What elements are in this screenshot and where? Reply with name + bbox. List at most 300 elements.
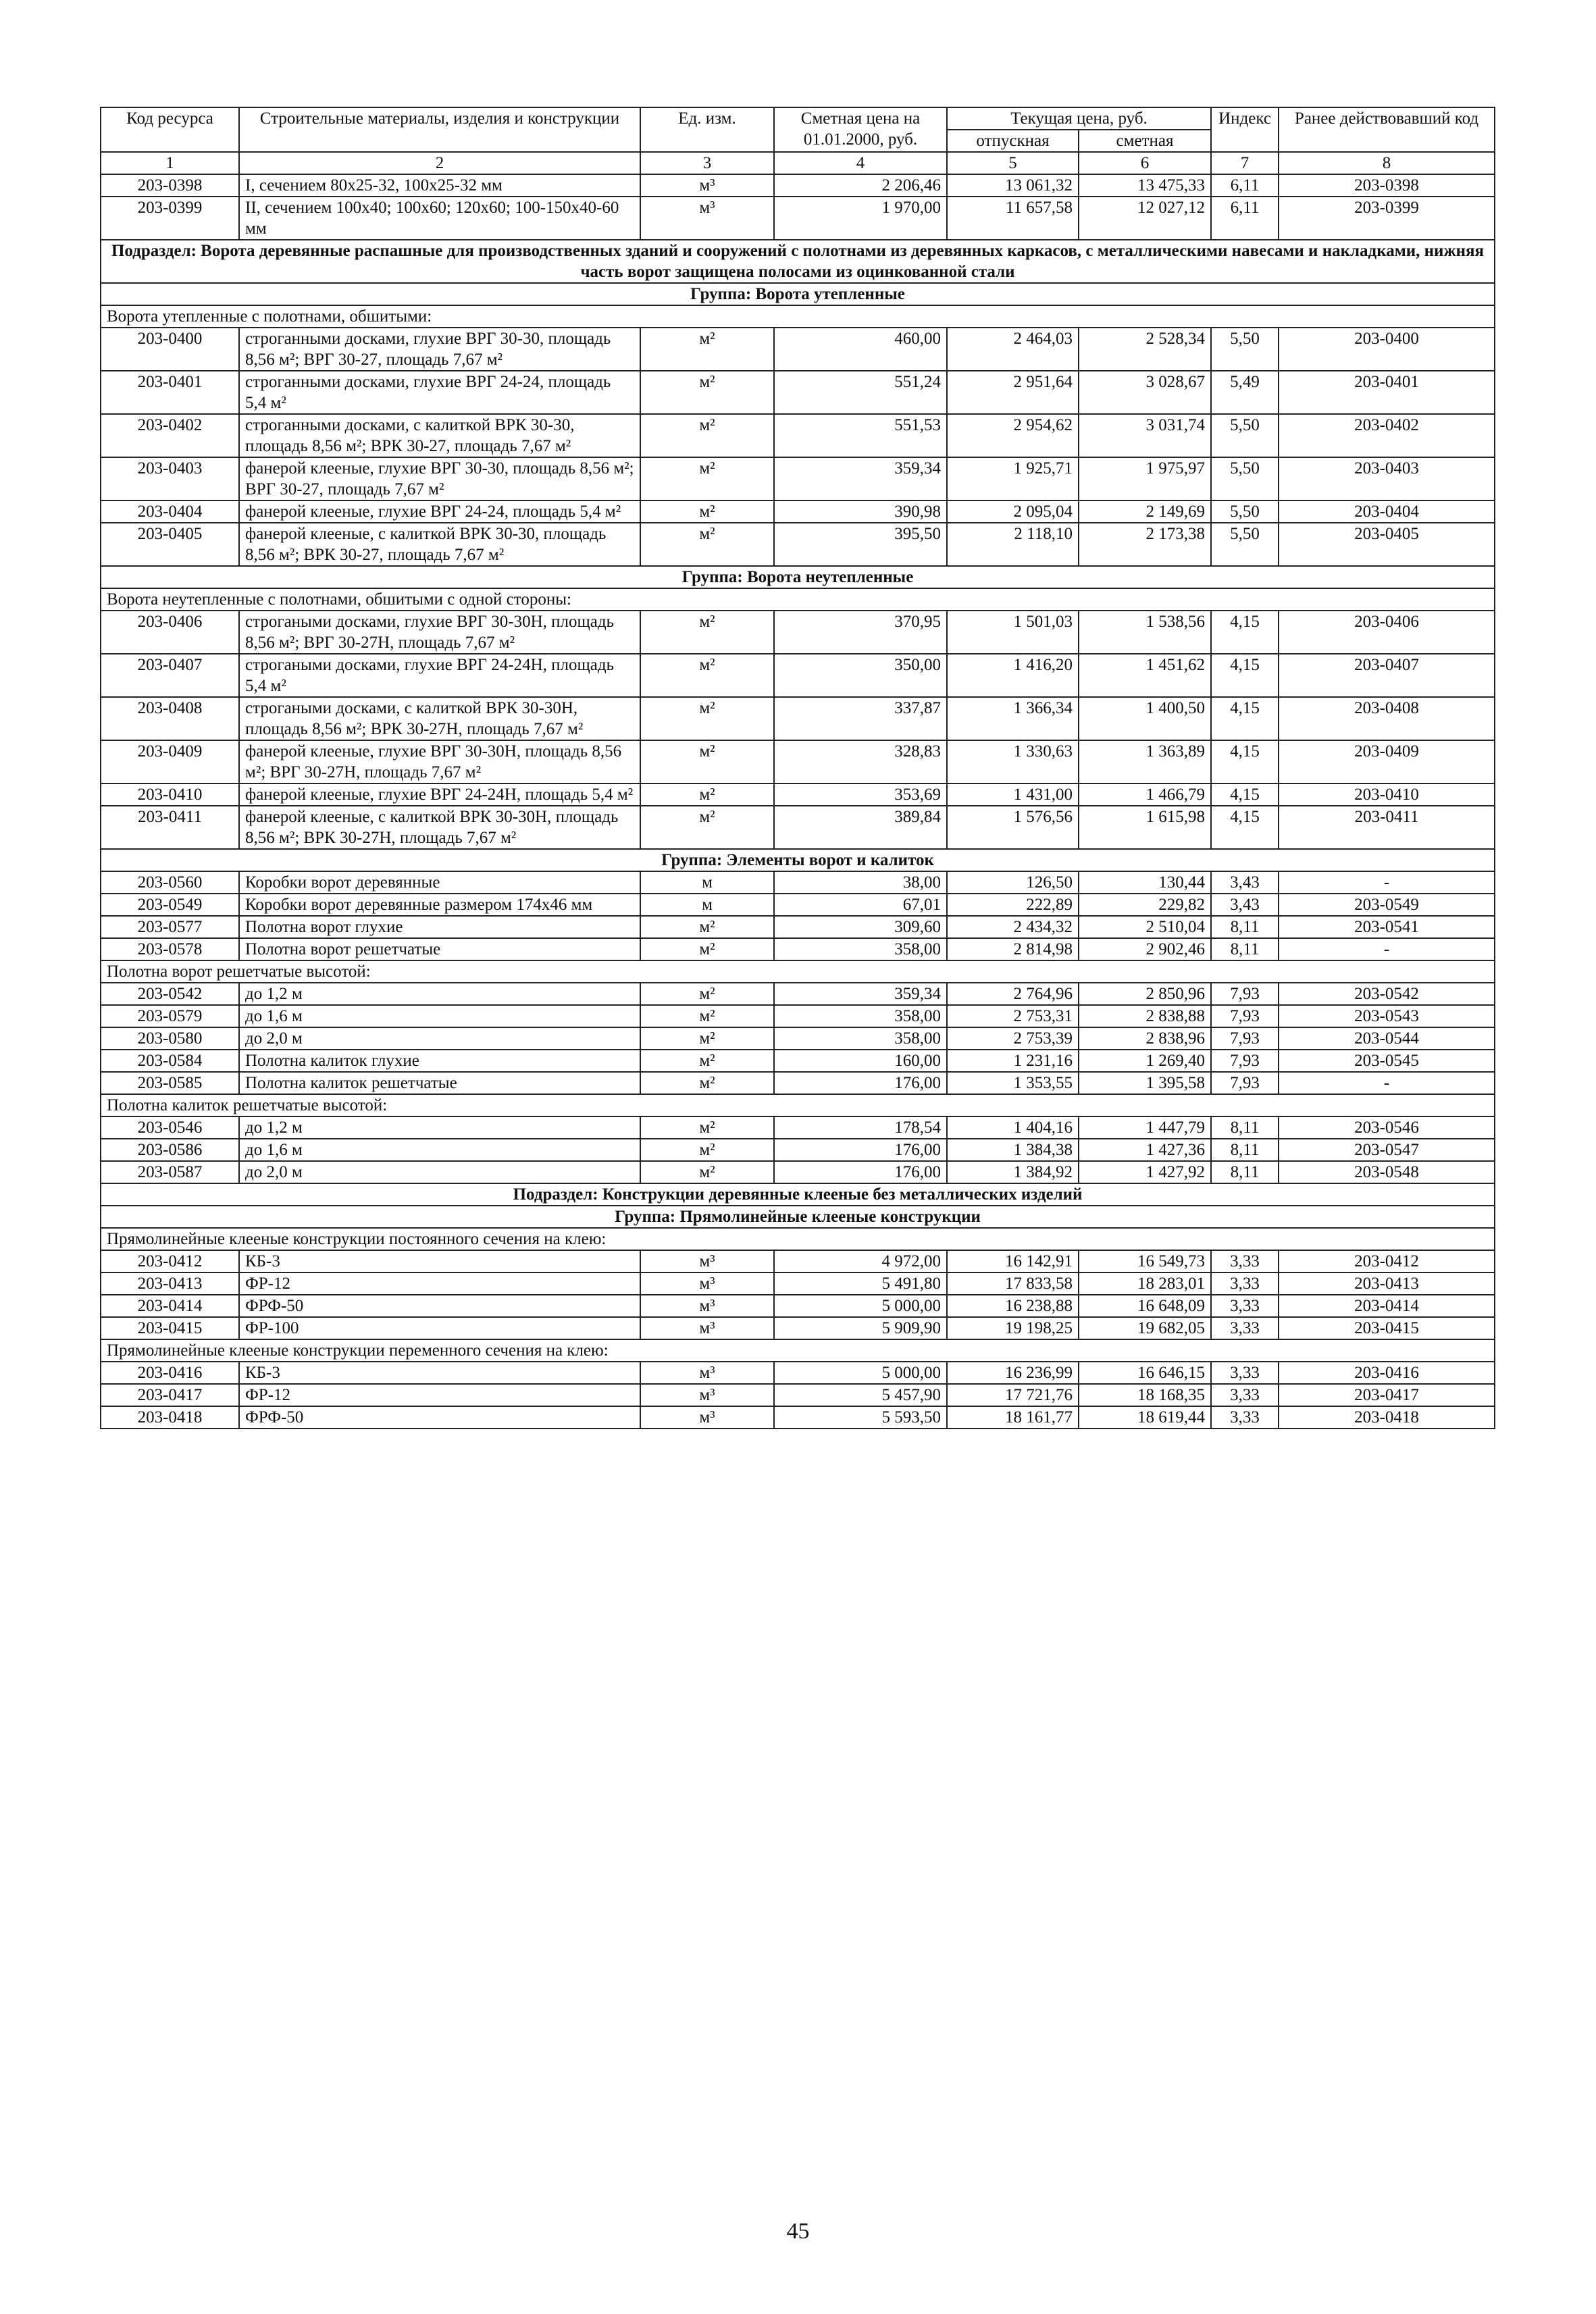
unit: м³ bbox=[640, 1250, 774, 1272]
resource-code: 203-0411 bbox=[101, 806, 239, 849]
table-row bbox=[101, 1317, 1495, 1339]
group-title-row bbox=[101, 283, 1495, 305]
release-price: 2 464,03 bbox=[947, 328, 1079, 371]
base-price: 5 593,50 bbox=[774, 1406, 947, 1429]
unit: м² bbox=[640, 1072, 774, 1094]
base-price: 359,34 bbox=[774, 457, 947, 500]
material-name: Полотна калиток глухие bbox=[239, 1050, 640, 1072]
material-name: Полотна калиток решетчатые bbox=[239, 1072, 640, 1094]
release-price: 2 951,64 bbox=[947, 371, 1079, 414]
resource-code: 203-0579 bbox=[101, 1005, 239, 1027]
old-code: - bbox=[1279, 871, 1495, 894]
old-code: 203-0546 bbox=[1279, 1116, 1495, 1139]
price-index: 8,11 bbox=[1211, 1139, 1279, 1161]
unit: м² bbox=[640, 328, 774, 371]
old-code: - bbox=[1279, 1072, 1495, 1094]
catalogue-page bbox=[100, 107, 1494, 1429]
table-row bbox=[101, 611, 1495, 654]
group-intro: Прямолинейные клееные конструкции постоянного сечения на клею: bbox=[101, 1228, 1495, 1250]
base-price: 4 972,00 bbox=[774, 1250, 947, 1272]
release-price: 2 095,04 bbox=[947, 500, 1079, 523]
estimate-price: 13 475,33 bbox=[1079, 174, 1211, 197]
release-price: 1 416,20 bbox=[947, 654, 1079, 697]
unit: м² bbox=[640, 1005, 774, 1027]
estimate-price: 1 466,79 bbox=[1079, 783, 1211, 806]
price-index: 5,49 bbox=[1211, 371, 1279, 414]
old-code: 203-0405 bbox=[1279, 523, 1495, 566]
column-number: 4 bbox=[774, 152, 947, 174]
material-name: фанерой клееные, с калиткой ВРК 30-30, площадь 8,56 м²; ВРК 30-27, площадь 7,67 м² bbox=[239, 523, 640, 566]
group-title-row bbox=[101, 566, 1495, 588]
resource-code: 203-0412 bbox=[101, 1250, 239, 1272]
material-name: строганными досками, глухие ВРГ 24-24, площадь 5,4 м² bbox=[239, 371, 640, 414]
release-price: 1 366,34 bbox=[947, 697, 1079, 740]
table-row bbox=[101, 1362, 1495, 1384]
group-title-row bbox=[101, 849, 1495, 871]
estimate-price: 18 168,35 bbox=[1079, 1384, 1211, 1406]
base-price: 460,00 bbox=[774, 328, 947, 371]
old-code: 203-0411 bbox=[1279, 806, 1495, 849]
base-price: 358,00 bbox=[774, 1027, 947, 1050]
resource-code: 203-0418 bbox=[101, 1406, 239, 1429]
resource-code: 203-0413 bbox=[101, 1272, 239, 1295]
release-price: 18 161,77 bbox=[947, 1406, 1079, 1429]
price-index: 5,50 bbox=[1211, 500, 1279, 523]
unit: м bbox=[640, 871, 774, 894]
release-price: 16 236,99 bbox=[947, 1362, 1079, 1384]
old-code: 203-0409 bbox=[1279, 740, 1495, 783]
estimate-price: 1 615,98 bbox=[1079, 806, 1211, 849]
base-price: 390,98 bbox=[774, 500, 947, 523]
material-name: Коробки ворот деревянные bbox=[239, 871, 640, 894]
group-intro: Полотна калиток решетчатые высотой: bbox=[101, 1094, 1495, 1116]
old-code: 203-0403 bbox=[1279, 457, 1495, 500]
material-name: Полотна ворот решетчатые bbox=[239, 938, 640, 960]
base-price: 350,00 bbox=[774, 654, 947, 697]
resource-code: 203-0417 bbox=[101, 1384, 239, 1406]
unit: м³ bbox=[640, 1362, 774, 1384]
release-price: 13 061,32 bbox=[947, 174, 1079, 197]
table-row bbox=[101, 871, 1495, 894]
table-row bbox=[101, 174, 1495, 197]
base-price: 2 206,46 bbox=[774, 174, 947, 197]
release-price: 1 501,03 bbox=[947, 611, 1079, 654]
table-row bbox=[101, 697, 1495, 740]
unit: м² bbox=[640, 916, 774, 938]
release-price: 2 954,62 bbox=[947, 414, 1079, 457]
old-code: 203-0416 bbox=[1279, 1362, 1495, 1384]
price-index: 7,93 bbox=[1211, 1005, 1279, 1027]
base-price: 359,34 bbox=[774, 983, 947, 1005]
unit: м² bbox=[640, 457, 774, 500]
header-code: Код ресурса bbox=[101, 107, 239, 152]
resource-code: 203-0578 bbox=[101, 938, 239, 960]
price-index: 4,15 bbox=[1211, 740, 1279, 783]
estimate-price: 2 902,46 bbox=[1079, 938, 1211, 960]
resource-code: 203-0410 bbox=[101, 783, 239, 806]
unit: м² bbox=[640, 500, 774, 523]
unit: м² bbox=[640, 523, 774, 566]
column-number: 5 bbox=[947, 152, 1079, 174]
column-number: 7 bbox=[1211, 152, 1279, 174]
group-intro: Полотна ворот решетчатые высотой: bbox=[101, 960, 1495, 983]
table-row bbox=[101, 500, 1495, 523]
release-price: 2 434,32 bbox=[947, 916, 1079, 938]
estimate-price: 16 549,73 bbox=[1079, 1250, 1211, 1272]
group-intro-row bbox=[101, 1339, 1495, 1362]
estimate-price: 130,44 bbox=[1079, 871, 1211, 894]
base-price: 160,00 bbox=[774, 1050, 947, 1072]
release-price: 1 431,00 bbox=[947, 783, 1079, 806]
old-code: 203-0544 bbox=[1279, 1027, 1495, 1050]
unit: м² bbox=[640, 611, 774, 654]
group-title: Группа: Элементы ворот и калиток bbox=[101, 849, 1495, 871]
column-number: 1 bbox=[101, 152, 239, 174]
estimate-price: 1 269,40 bbox=[1079, 1050, 1211, 1072]
material-name: строганными досками, глухие ВРГ 30-30, площадь 8,56 м²; ВРГ 30-27, площадь 7,67 м² bbox=[239, 328, 640, 371]
table-row bbox=[101, 1072, 1495, 1094]
unit: м³ bbox=[640, 197, 774, 240]
resource-code: 203-0584 bbox=[101, 1050, 239, 1072]
base-price: 5 000,00 bbox=[774, 1295, 947, 1317]
release-price: 16 142,91 bbox=[947, 1250, 1079, 1272]
material-name: строгаными досками, с калиткой ВРК 30-30Н, площадь 8,56 м²; ВРК 30-27Н, площадь 7,67 м² bbox=[239, 697, 640, 740]
price-index: 3,33 bbox=[1211, 1317, 1279, 1339]
unit: м² bbox=[640, 740, 774, 783]
price-index: 8,11 bbox=[1211, 916, 1279, 938]
material-name: фанерой клееные, глухие ВРГ 24-24, площадь 5,4 м² bbox=[239, 500, 640, 523]
price-index: 5,50 bbox=[1211, 457, 1279, 500]
release-price: 17 833,58 bbox=[947, 1272, 1079, 1295]
release-price: 1 353,55 bbox=[947, 1072, 1079, 1094]
old-code: 203-0414 bbox=[1279, 1295, 1495, 1317]
base-price: 358,00 bbox=[774, 938, 947, 960]
estimate-price: 3 031,74 bbox=[1079, 414, 1211, 457]
price-index: 3,33 bbox=[1211, 1384, 1279, 1406]
old-code: - bbox=[1279, 938, 1495, 960]
base-price: 178,54 bbox=[774, 1116, 947, 1139]
old-code: 203-0406 bbox=[1279, 611, 1495, 654]
unit: м² bbox=[640, 1027, 774, 1050]
release-price: 2 764,96 bbox=[947, 983, 1079, 1005]
resource-code: 203-0409 bbox=[101, 740, 239, 783]
release-price: 2 118,10 bbox=[947, 523, 1079, 566]
estimate-price: 1 427,92 bbox=[1079, 1161, 1211, 1183]
unit: м² bbox=[640, 371, 774, 414]
release-price: 11 657,58 bbox=[947, 197, 1079, 240]
resource-code: 203-0406 bbox=[101, 611, 239, 654]
estimate-price: 1 447,79 bbox=[1079, 1116, 1211, 1139]
resource-code: 203-0404 bbox=[101, 500, 239, 523]
price-index: 6,11 bbox=[1211, 197, 1279, 240]
unit: м³ bbox=[640, 1272, 774, 1295]
material-name: до 1,6 м bbox=[239, 1005, 640, 1027]
table-row bbox=[101, 1139, 1495, 1161]
price-table-body bbox=[101, 107, 1495, 1429]
column-number-row bbox=[101, 152, 1495, 174]
group-title-row bbox=[101, 1206, 1495, 1228]
resource-code: 203-0402 bbox=[101, 414, 239, 457]
price-index: 7,93 bbox=[1211, 1027, 1279, 1050]
estimate-price: 229,82 bbox=[1079, 894, 1211, 916]
material-name: строгаными досками, глухие ВРГ 24-24Н, площадь 5,4 м² bbox=[239, 654, 640, 697]
table-row bbox=[101, 938, 1495, 960]
table-row bbox=[101, 1295, 1495, 1317]
estimate-price: 19 682,05 bbox=[1079, 1317, 1211, 1339]
unit: м² bbox=[640, 783, 774, 806]
header-base-price: Сметная цена на 01.01.2000, руб. bbox=[774, 107, 947, 152]
column-number: 8 bbox=[1279, 152, 1495, 174]
unit: м² bbox=[640, 1139, 774, 1161]
price-index: 3,33 bbox=[1211, 1295, 1279, 1317]
price-index: 4,15 bbox=[1211, 611, 1279, 654]
resource-code: 203-0415 bbox=[101, 1317, 239, 1339]
estimate-price: 1 538,56 bbox=[1079, 611, 1211, 654]
header-estimate-price: сметная bbox=[1079, 130, 1211, 152]
material-name: до 2,0 м bbox=[239, 1027, 640, 1050]
resource-code: 203-0577 bbox=[101, 916, 239, 938]
estimate-price: 2 850,96 bbox=[1079, 983, 1211, 1005]
column-number: 3 bbox=[640, 152, 774, 174]
column-number: 2 bbox=[239, 152, 640, 174]
table-row bbox=[101, 654, 1495, 697]
old-code: 203-0548 bbox=[1279, 1161, 1495, 1183]
header-index: Индекс bbox=[1211, 107, 1279, 152]
table-row bbox=[101, 197, 1495, 240]
price-index: 3,33 bbox=[1211, 1250, 1279, 1272]
price-index: 3,33 bbox=[1211, 1362, 1279, 1384]
release-price: 1 231,16 bbox=[947, 1050, 1079, 1072]
base-price: 358,00 bbox=[774, 1005, 947, 1027]
price-index: 8,11 bbox=[1211, 1161, 1279, 1183]
unit: м³ bbox=[640, 1406, 774, 1429]
table-row bbox=[101, 328, 1495, 371]
subsection-title: Подраздел: Ворота деревянные распашные для производственных зданий и сооружений с полотнами из деревянных каркасов, с металлическими навесами и накладками, нижняя часть ворот защищена полосами из оцинкованной стали bbox=[101, 240, 1495, 283]
old-code: 203-0404 bbox=[1279, 500, 1495, 523]
table-row bbox=[101, 916, 1495, 938]
resource-code: 203-0405 bbox=[101, 523, 239, 566]
table-row bbox=[101, 523, 1495, 566]
resource-code: 203-0401 bbox=[101, 371, 239, 414]
material-name: до 2,0 м bbox=[239, 1161, 640, 1183]
material-name: ФРФ-50 bbox=[239, 1295, 640, 1317]
release-price: 19 198,25 bbox=[947, 1317, 1079, 1339]
old-code: 203-0412 bbox=[1279, 1250, 1495, 1272]
old-code: 203-0399 bbox=[1279, 197, 1495, 240]
release-price: 1 330,63 bbox=[947, 740, 1079, 783]
material-name: ФР-12 bbox=[239, 1272, 640, 1295]
old-code: 203-0398 bbox=[1279, 174, 1495, 197]
resource-code: 203-0414 bbox=[101, 1295, 239, 1317]
table-row bbox=[101, 457, 1495, 500]
resource-code: 203-0398 bbox=[101, 174, 239, 197]
group-intro: Прямолинейные клееные конструкции переменного сечения на клею: bbox=[101, 1339, 1495, 1362]
release-price: 1 576,56 bbox=[947, 806, 1079, 849]
release-price: 1 384,38 bbox=[947, 1139, 1079, 1161]
estimate-price: 2 149,69 bbox=[1079, 500, 1211, 523]
estimate-price: 1 427,36 bbox=[1079, 1139, 1211, 1161]
resource-code: 203-0580 bbox=[101, 1027, 239, 1050]
estimate-price: 2 173,38 bbox=[1079, 523, 1211, 566]
resource-code: 203-0585 bbox=[101, 1072, 239, 1094]
unit: м² bbox=[640, 1116, 774, 1139]
table-row bbox=[101, 1406, 1495, 1429]
table-row bbox=[101, 740, 1495, 783]
unit: м² bbox=[640, 938, 774, 960]
resource-code: 203-0399 bbox=[101, 197, 239, 240]
price-index: 4,15 bbox=[1211, 697, 1279, 740]
material-name: ФР-12 bbox=[239, 1384, 640, 1406]
header-release-price: отпускная bbox=[947, 130, 1079, 152]
release-price: 2 753,31 bbox=[947, 1005, 1079, 1027]
resource-code: 203-0560 bbox=[101, 871, 239, 894]
estimate-price: 18 283,01 bbox=[1079, 1272, 1211, 1295]
price-index: 3,43 bbox=[1211, 871, 1279, 894]
header-current-price: Текущая цена, руб. bbox=[947, 107, 1211, 130]
group-intro: Ворота неутепленные с полотнами, обшитыми с одной стороны: bbox=[101, 588, 1495, 611]
group-title: Группа: Прямолинейные клееные конструкции bbox=[101, 1206, 1495, 1228]
base-price: 176,00 bbox=[774, 1072, 947, 1094]
group-title: Группа: Ворота утепленные bbox=[101, 283, 1495, 305]
subsection-title-row bbox=[101, 1183, 1495, 1206]
header-old-code: Ранее действовавший код bbox=[1279, 107, 1495, 152]
group-intro: Ворота утепленные с полотнами, обшитыми: bbox=[101, 305, 1495, 328]
price-index: 7,93 bbox=[1211, 983, 1279, 1005]
table-row bbox=[101, 783, 1495, 806]
base-price: 5 909,90 bbox=[774, 1317, 947, 1339]
material-name: Полотна ворот глухие bbox=[239, 916, 640, 938]
base-price: 337,87 bbox=[774, 697, 947, 740]
estimate-price: 1 451,62 bbox=[1079, 654, 1211, 697]
base-price: 176,00 bbox=[774, 1161, 947, 1183]
old-code: 203-0547 bbox=[1279, 1139, 1495, 1161]
unit: м³ bbox=[640, 1317, 774, 1339]
price-index: 3,43 bbox=[1211, 894, 1279, 916]
page-number: 45 bbox=[786, 2219, 810, 2244]
estimate-price: 2 510,04 bbox=[1079, 916, 1211, 938]
material-name: II, сечением 100x40; 100x60; 120x60; 100-150x40-60 мм bbox=[239, 197, 640, 240]
price-index: 5,50 bbox=[1211, 523, 1279, 566]
old-code: 203-0541 bbox=[1279, 916, 1495, 938]
table-row bbox=[101, 1027, 1495, 1050]
group-intro-row bbox=[101, 960, 1495, 983]
unit: м² bbox=[640, 1050, 774, 1072]
material-name: КБ-3 bbox=[239, 1362, 640, 1384]
unit: м² bbox=[640, 983, 774, 1005]
estimate-price: 2 838,96 bbox=[1079, 1027, 1211, 1050]
base-price: 176,00 bbox=[774, 1139, 947, 1161]
material-name: фанерой клееные, глухие ВРГ 24-24Н, площадь 5,4 м² bbox=[239, 783, 640, 806]
material-name: ФР-100 bbox=[239, 1317, 640, 1339]
estimate-price: 16 648,09 bbox=[1079, 1295, 1211, 1317]
estimate-price: 18 619,44 bbox=[1079, 1406, 1211, 1429]
group-title: Группа: Ворота неутепленные bbox=[101, 566, 1495, 588]
price-index: 6,11 bbox=[1211, 174, 1279, 197]
table-header-row bbox=[101, 107, 1495, 130]
old-code: 203-0410 bbox=[1279, 783, 1495, 806]
price-table bbox=[100, 107, 1495, 1429]
table-row bbox=[101, 1005, 1495, 1027]
base-price: 328,83 bbox=[774, 740, 947, 783]
base-price: 5 000,00 bbox=[774, 1362, 947, 1384]
table-row bbox=[101, 1250, 1495, 1272]
old-code: 203-0545 bbox=[1279, 1050, 1495, 1072]
old-code: 203-0543 bbox=[1279, 1005, 1495, 1027]
unit: м² bbox=[640, 806, 774, 849]
material-name: строгаными досками, глухие ВРГ 30-30Н, площадь 8,56 м²; ВРГ 30-27Н, площадь 7,67 м² bbox=[239, 611, 640, 654]
release-price: 17 721,76 bbox=[947, 1384, 1079, 1406]
release-price: 2 814,98 bbox=[947, 938, 1079, 960]
table-row bbox=[101, 414, 1495, 457]
column-number: 6 bbox=[1079, 152, 1211, 174]
base-price: 38,00 bbox=[774, 871, 947, 894]
material-name: фанерой клееные, глухие ВРГ 30-30, площадь 8,56 м²; ВРГ 30-27, площадь 7,67 м² bbox=[239, 457, 640, 500]
base-price: 309,60 bbox=[774, 916, 947, 938]
unit: м bbox=[640, 894, 774, 916]
unit: м³ bbox=[640, 174, 774, 197]
old-code: 203-0400 bbox=[1279, 328, 1495, 371]
price-index: 8,11 bbox=[1211, 1116, 1279, 1139]
release-price: 126,50 bbox=[947, 871, 1079, 894]
base-price: 5 491,80 bbox=[774, 1272, 947, 1295]
resource-code: 203-0407 bbox=[101, 654, 239, 697]
resource-code: 203-0546 bbox=[101, 1116, 239, 1139]
estimate-price: 16 646,15 bbox=[1079, 1362, 1211, 1384]
old-code: 203-0418 bbox=[1279, 1406, 1495, 1429]
header-unit: Ед. изм. bbox=[640, 107, 774, 152]
material-name: КБ-3 bbox=[239, 1250, 640, 1272]
old-code: 203-0407 bbox=[1279, 654, 1495, 697]
release-price: 222,89 bbox=[947, 894, 1079, 916]
resource-code: 203-0542 bbox=[101, 983, 239, 1005]
price-index: 7,93 bbox=[1211, 1072, 1279, 1094]
price-index: 4,15 bbox=[1211, 654, 1279, 697]
group-intro-row bbox=[101, 305, 1495, 328]
estimate-price: 1 975,97 bbox=[1079, 457, 1211, 500]
base-price: 395,50 bbox=[774, 523, 947, 566]
subsection-title: Подраздел: Конструкции деревянные клееные без металлических изделий bbox=[101, 1183, 1495, 1206]
base-price: 551,24 bbox=[774, 371, 947, 414]
material-name: до 1,2 м bbox=[239, 1116, 640, 1139]
release-price: 1 925,71 bbox=[947, 457, 1079, 500]
group-intro-row bbox=[101, 588, 1495, 611]
table-row bbox=[101, 1161, 1495, 1183]
material-name: I, сечением 80x25-32, 100x25-32 мм bbox=[239, 174, 640, 197]
table-row bbox=[101, 371, 1495, 414]
table-row bbox=[101, 983, 1495, 1005]
table-row bbox=[101, 1050, 1495, 1072]
estimate-price: 1 363,89 bbox=[1079, 740, 1211, 783]
base-price: 67,01 bbox=[774, 894, 947, 916]
resource-code: 203-0416 bbox=[101, 1362, 239, 1384]
old-code: 203-0413 bbox=[1279, 1272, 1495, 1295]
material-name: фанерой клееные, глухие ВРГ 30-30Н, площадь 8,56 м²; ВРГ 30-27Н, площадь 7,67 м² bbox=[239, 740, 640, 783]
base-price: 551,53 bbox=[774, 414, 947, 457]
price-index: 5,50 bbox=[1211, 328, 1279, 371]
price-index: 3,33 bbox=[1211, 1406, 1279, 1429]
estimate-price: 1 395,58 bbox=[1079, 1072, 1211, 1094]
unit: м³ bbox=[640, 1384, 774, 1406]
material-name: Коробки ворот деревянные размером 174x46 мм bbox=[239, 894, 640, 916]
estimate-price: 2 528,34 bbox=[1079, 328, 1211, 371]
material-name: фанерой клееные, с калиткой ВРК 30-30Н, площадь 8,56 м²; ВРК 30-27Н, площадь 7,67 м² bbox=[239, 806, 640, 849]
old-code: 203-0417 bbox=[1279, 1384, 1495, 1406]
table-row bbox=[101, 1272, 1495, 1295]
base-price: 370,95 bbox=[774, 611, 947, 654]
base-price: 353,69 bbox=[774, 783, 947, 806]
estimate-price: 2 838,88 bbox=[1079, 1005, 1211, 1027]
release-price: 1 404,16 bbox=[947, 1116, 1079, 1139]
